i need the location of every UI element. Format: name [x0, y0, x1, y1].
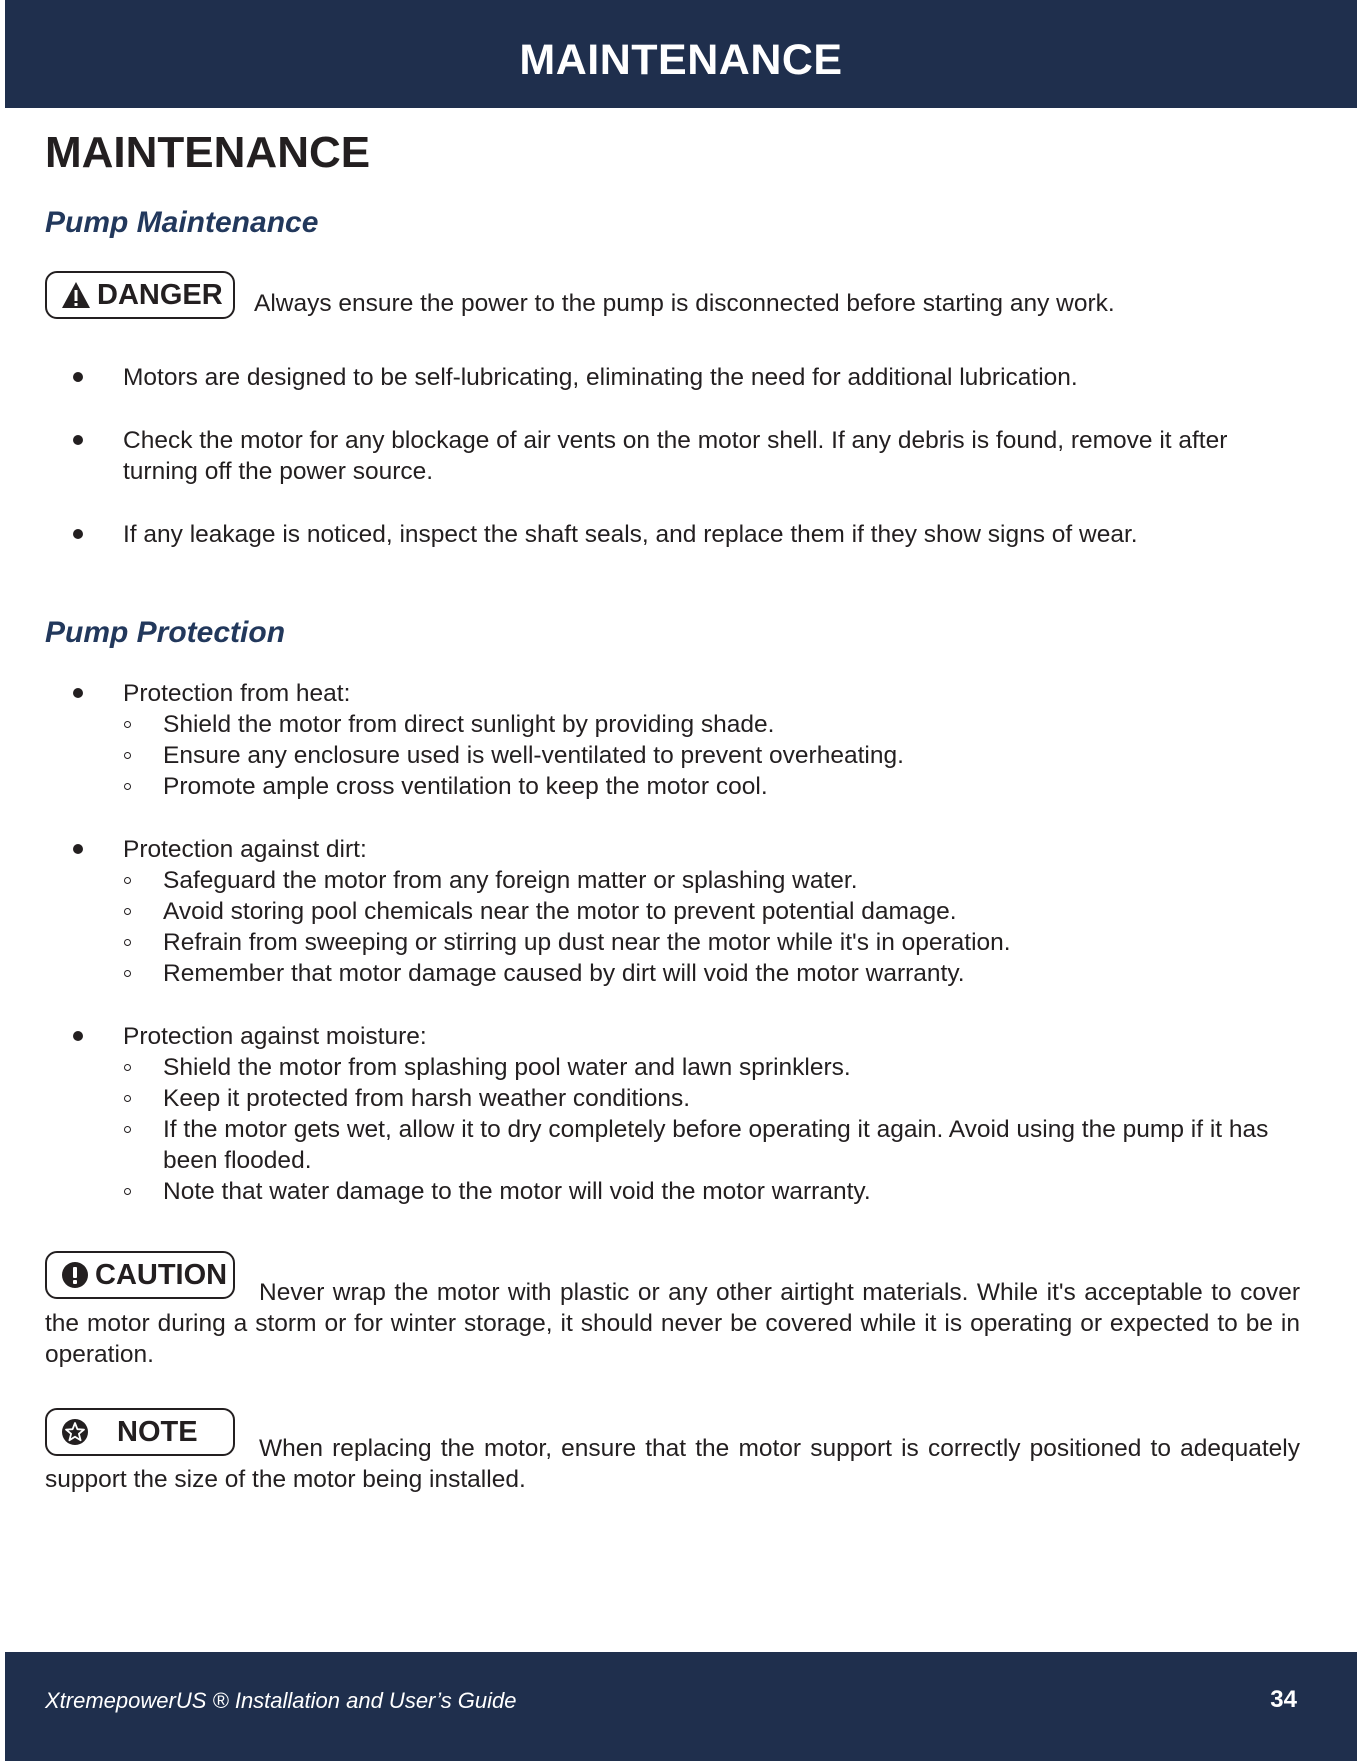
sub-item-text: Keep it protected from harsh weather conditions. — [163, 1085, 691, 1112]
sub-bullet — [124, 970, 131, 977]
sub-item-text: Remember that motor damage caused by dirt will void the motor warranty. — [163, 960, 965, 987]
caution-badge-label: CAUTION — [95, 1258, 228, 1291]
group-label: Protection against dirt: — [123, 836, 367, 863]
sub-item-text: Note that water damage to the motor will void the motor warranty. — [163, 1178, 871, 1205]
bullet-text: Check the motor for any blockage of air vents on the motor shell. If any debris is found, remove it after turning off the power source. — [123, 427, 1228, 485]
sub-bullet — [124, 1188, 131, 1195]
section-heading-pump-maintenance: Pump Maintenance — [45, 206, 319, 239]
danger-badge-label: DANGER — [97, 278, 223, 311]
footer-bar — [5, 1652, 1357, 1761]
sub-bullet — [124, 721, 131, 728]
bullet-dot — [73, 529, 83, 539]
group-label: Protection against moisture: — [123, 1023, 427, 1050]
group-label: Protection from heat: — [123, 680, 351, 707]
sub-bullet — [124, 1064, 131, 1071]
section-heading-pump-protection: Pump Protection — [45, 616, 286, 649]
sub-item-text: Shield the motor from splashing pool water and lawn sprinklers. — [163, 1054, 851, 1081]
note-text: When replacing the motor, ensure that the motor support is correctly positioned to adequately support the size of the motor being installed. — [45, 1435, 1300, 1493]
header-title: MAINTENANCE — [519, 35, 843, 84]
caution-text: Never wrap the motor with plastic or any other airtight materials. While it's acceptable to cover the motor during a storm or for winter storage, it should never be covered while it is operating or expected to be in operation. — [45, 1279, 1300, 1368]
bullet-dot — [73, 844, 83, 854]
note-badge-label: NOTE — [117, 1415, 198, 1448]
warning-triangle-icon — [61, 281, 91, 309]
sub-bullet — [124, 783, 131, 790]
note-paragraph — [45, 1433, 1300, 1495]
sub-bullet — [124, 908, 131, 915]
caution-paragraph — [45, 1277, 1300, 1370]
bullet-dot — [73, 688, 83, 698]
sub-bullet — [124, 877, 131, 884]
sub-item-text: Promote ample cross ventilation to keep the motor cool. — [163, 773, 768, 800]
sub-bullet — [124, 939, 131, 946]
sub-bullet — [124, 1095, 131, 1102]
bullet-dot — [73, 372, 83, 382]
page-title: MAINTENANCE — [45, 128, 371, 177]
bullet-text: If any leakage is noticed, inspect the shaft seals, and replace them if they show signs of wear. — [123, 521, 1138, 548]
sub-item-text: Safeguard the motor from any foreign matter or splashing water. — [163, 867, 858, 894]
danger-badge — [45, 271, 235, 319]
bullet-text: Motors are designed to be self-lubricating, eliminating the need for additional lubrication. — [123, 364, 1078, 391]
sub-item-text: Shield the motor from direct sunlight by providing shade. — [163, 711, 775, 738]
danger-text: Always ensure the power to the pump is disconnected before starting any work. — [254, 290, 1115, 317]
bullet-dot — [73, 1031, 83, 1041]
sub-item-text: Refrain from sweeping or stirring up dust near the motor while it's in operation. — [163, 929, 1011, 956]
header-bar — [5, 0, 1357, 108]
bullet-dot — [73, 435, 83, 445]
sub-bullet — [124, 752, 131, 759]
sub-bullet — [124, 1126, 131, 1133]
sub-item-text: Ensure any enclosure used is well-ventilated to prevent overheating. — [163, 742, 904, 769]
sub-item-text: Avoid storing pool chemicals near the motor to prevent potential damage. — [163, 898, 957, 925]
sub-item-text: If the motor gets wet, allow it to dry completely before operating it again. Avoid using the pump if it has been flooded. — [163, 1116, 1269, 1174]
page-number: 34 — [1270, 1686, 1297, 1713]
footer-guide-title: XtremepowerUS ® Installation and User’s Guide — [45, 1688, 517, 1713]
